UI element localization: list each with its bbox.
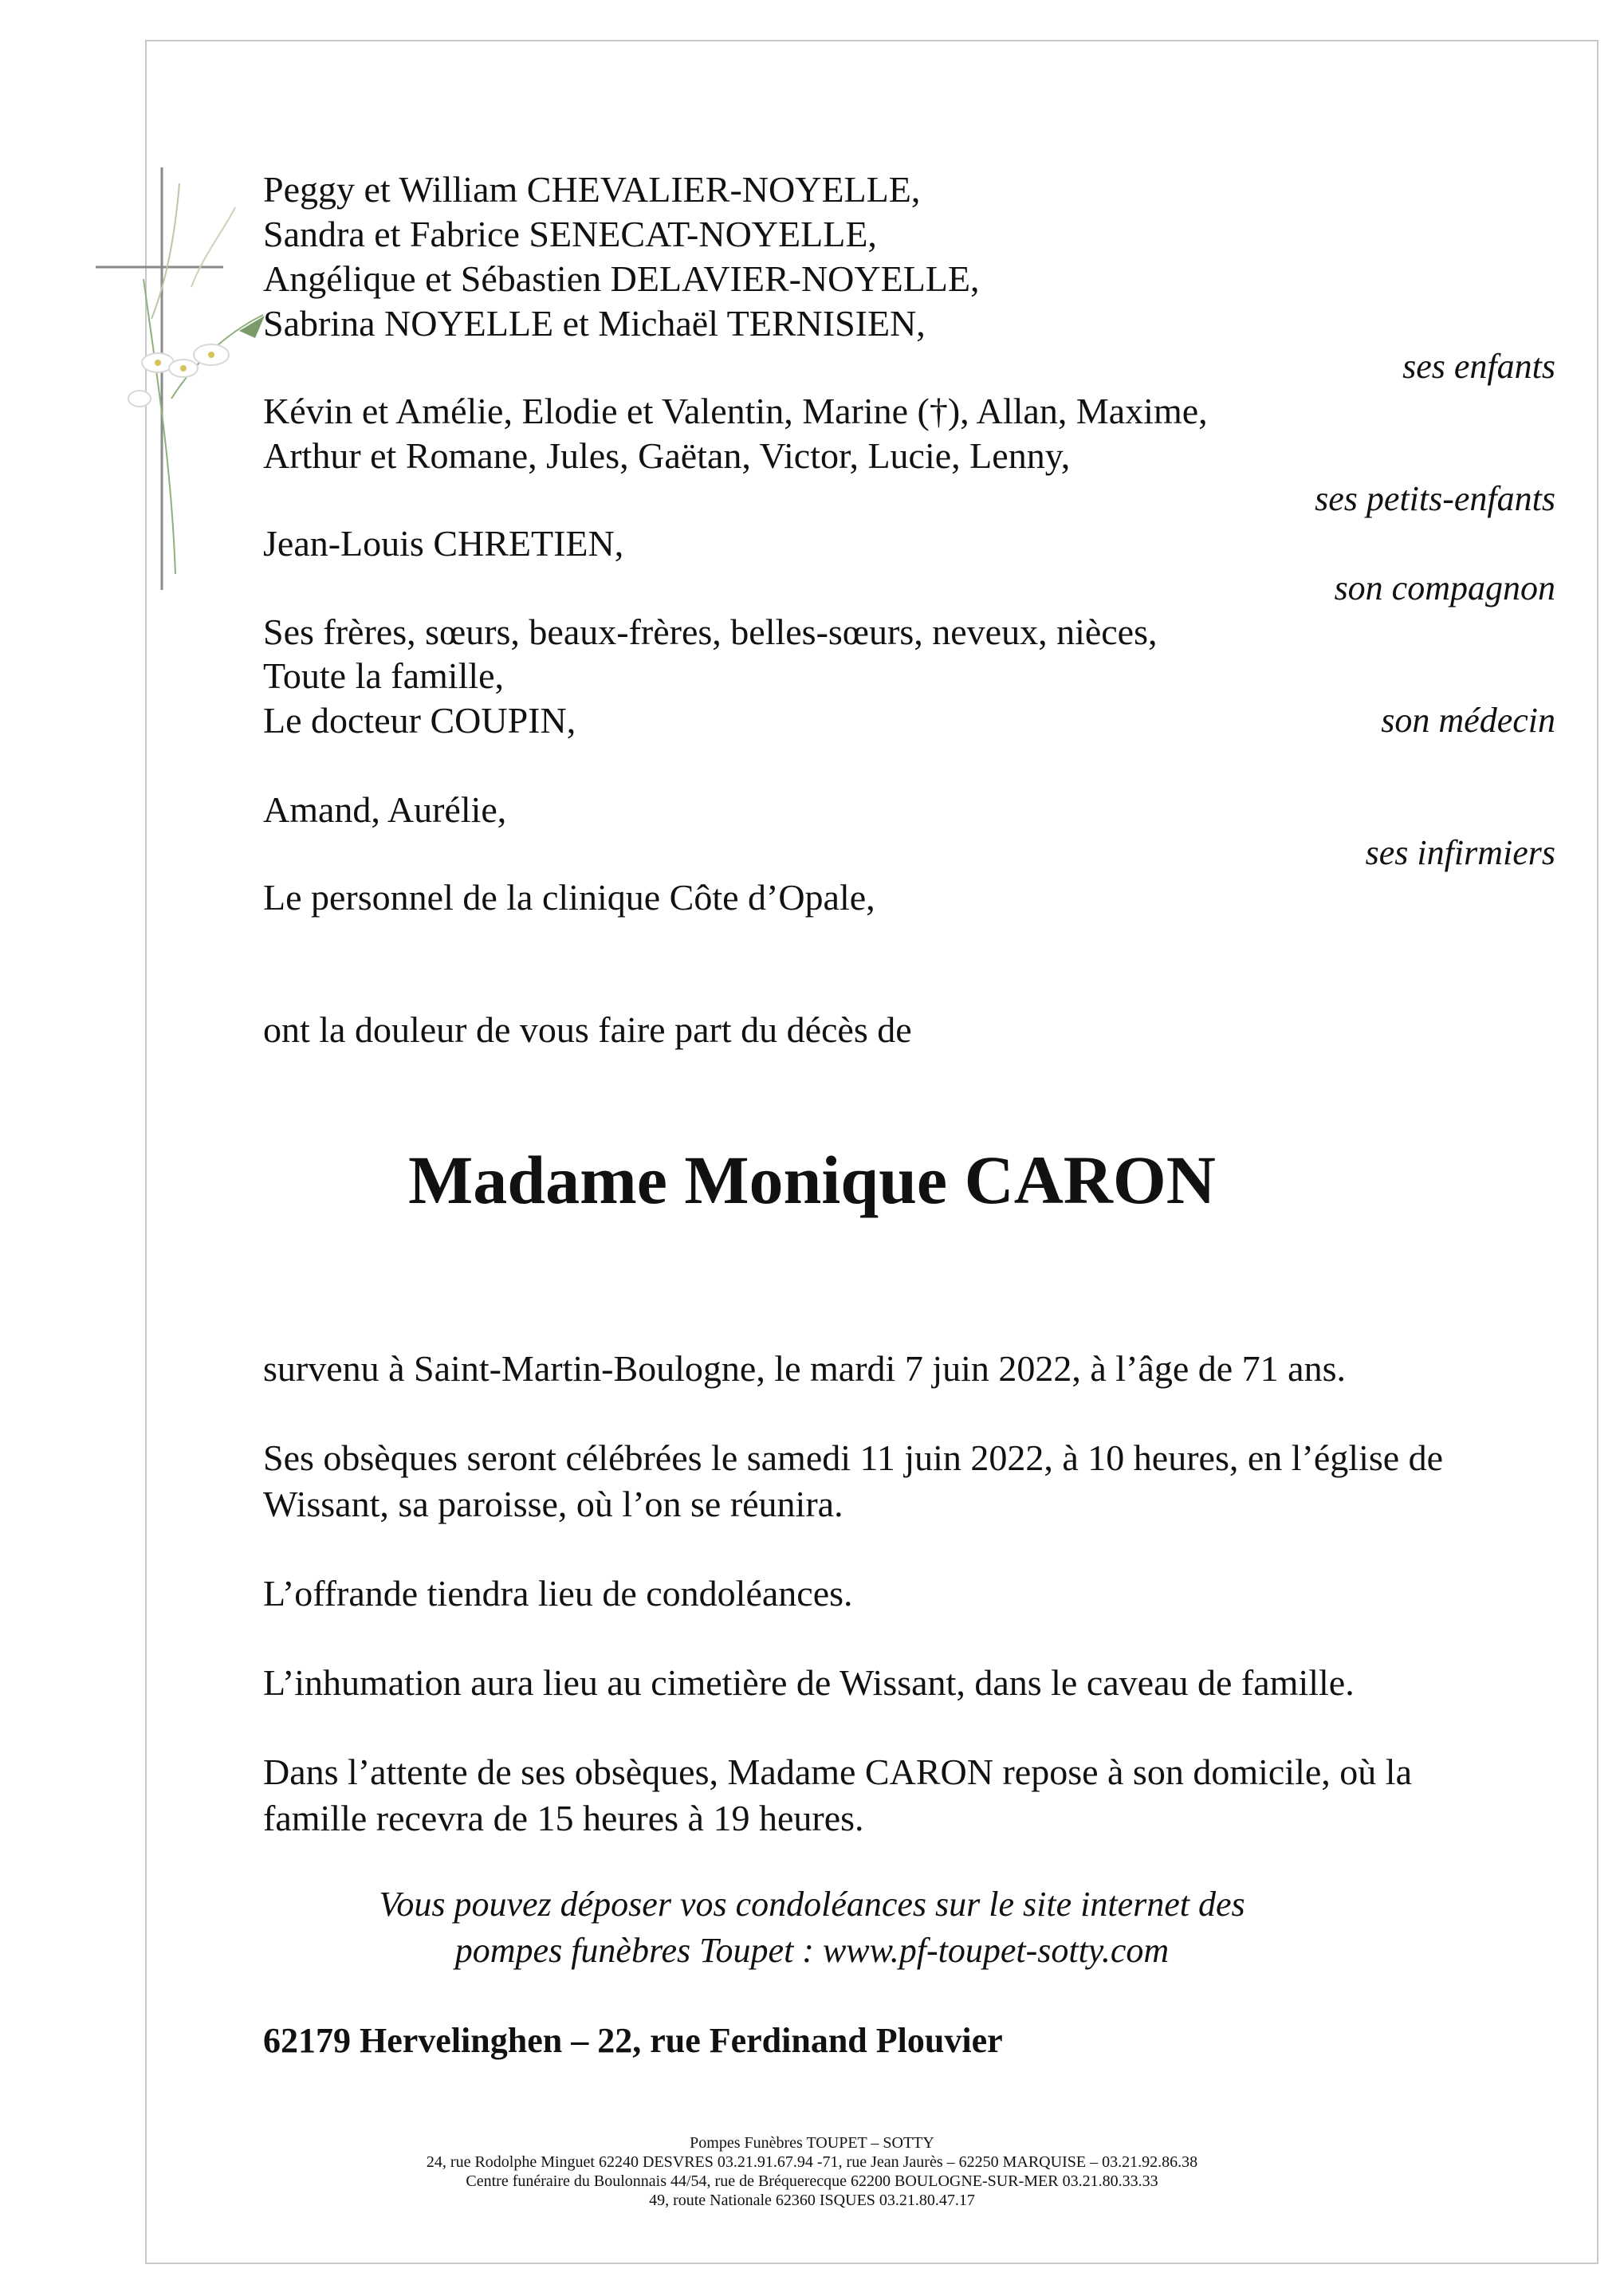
extended-family-line-2: Toute la famille, (263, 655, 505, 696)
offering-note: L’offrande tiendra lieu de condoléances. (263, 1573, 853, 1614)
clinic-line: Le personnel de la clinique Côte d’Opale, (263, 877, 875, 918)
deceased-name: Madame Monique CARON (408, 1142, 1216, 1218)
footer-line-4: 49, route Nationale 62360 ISQUES 03.21.80.47.17 (649, 2192, 975, 2209)
footer-line-2: 24, rue Rodolphe Minguet 62240 DESVRES 03.21.91.67.94 -71, rue Jean Jaurès – 62250 MARQUISE – 03.21.92.86.38 (426, 2153, 1198, 2171)
children-line-4: Sabrina NOYELLE et Michaël TERNISIEN, (263, 303, 926, 344)
viewing-details: Dans l’attente de ses obsèques, Madame CARON repose à son domicile, où la famille recevra de 15 heures à 19 heures. (263, 1751, 1412, 1838)
cross-lily-icon (96, 159, 279, 606)
nurses-line: Amand, Aurélie, (263, 789, 507, 830)
condolences-line-1: Vous pouvez déposer vos condoléances sur le site internet des (379, 1885, 1245, 1924)
family-address: 62179 Hervelinghen – 22, rue Ferdinand Plouvier (263, 2021, 1003, 2060)
extended-family-line-1: Ses frères, sœurs, beaux-frères, belles-sœurs, neveux, nièces, (263, 611, 1158, 652)
grandchildren-line-1: Kévin et Amélie, Elodie et Valentin, Marine (†), Allan, Maxime, (263, 391, 1208, 431)
children-line-1: Peggy et William CHEVALIER-NOYELLE, (263, 169, 921, 210)
grandchildren-role: ses petits-enfants (1315, 479, 1555, 518)
companion-line: Jean-Louis CHRETIEN, (263, 523, 624, 564)
funeral-details: Ses obsèques seront célébrées le samedi 11 juin 2022, à 10 heures, en l’église de Wissant, sa paroisse, où l’on se réunira. (263, 1437, 1444, 1524)
children-role: ses enfants (1402, 347, 1555, 386)
burial-details: L’inhumation aura lieu au cimetière de Wissant, dans le caveau de famille. (263, 1662, 1355, 1703)
announcement: ont la douleur de vous faire part du décès de (263, 1009, 912, 1050)
doctor-role: son médecin (1381, 701, 1555, 740)
doctor-line: Le docteur COUPIN, (263, 700, 576, 741)
children-line-3: Angélique et Sébastien DELAVIER-NOYELLE, (263, 258, 980, 299)
grandchildren-line-2: Arthur et Romane, Jules, Gaëtan, Victor, Lucie, Lenny, (263, 435, 1071, 476)
companion-role: son compagnon (1334, 568, 1555, 607)
condolences-line-2: pompes funèbres Toupet : www.pf-toupet-sotty.com (454, 1931, 1170, 1970)
death-details: survenu à Saint-Martin-Boulogne, le mardi 7 juin 2022, à l’âge de 71 ans. (263, 1348, 1346, 1389)
children-line-2: Sandra et Fabrice SENECAT-NOYELLE, (263, 214, 877, 254)
footer-company: Pompes Funèbres TOUPET – SOTTY (690, 2134, 934, 2152)
nurses-role: ses infirmiers (1365, 833, 1555, 872)
footer-line-3: Centre funéraire du Boulonnais 44/54, rue de Bréquerecque 62200 BOULOGNE-SUR-MER 03.21.80.33.33 (466, 2172, 1158, 2190)
